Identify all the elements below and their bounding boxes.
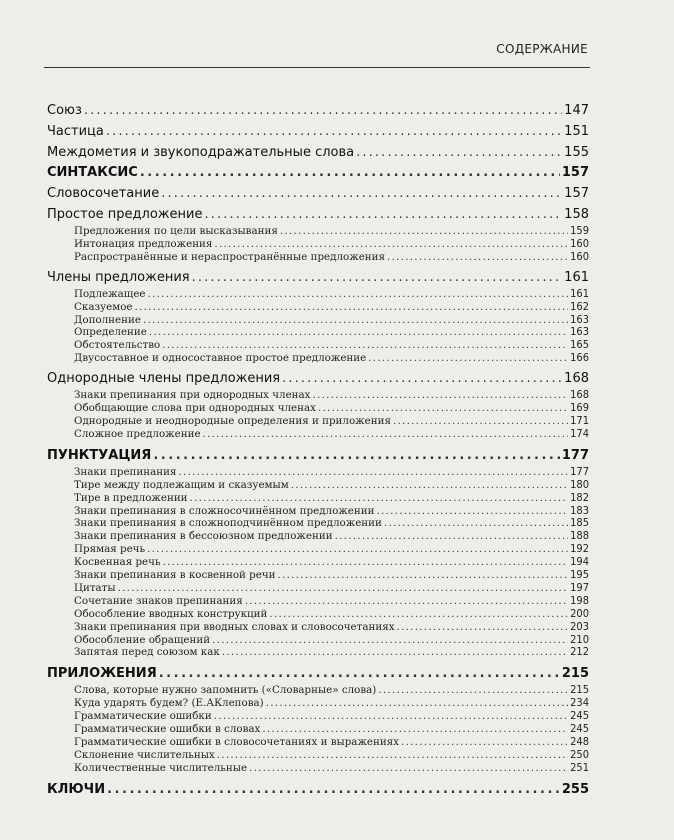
toc-entry-title: Простое предложение: [47, 207, 203, 222]
toc-entry-title: Обобщающие слова при однородных членах: [74, 402, 316, 415]
toc-entry-title: Знаки препинания при однородных членах: [74, 389, 311, 402]
dot-leader: [84, 100, 562, 121]
toc-page-number: 165: [570, 339, 589, 352]
toc-entry-title: Интонация предложения: [74, 237, 213, 250]
toc-entry-title: Обособление вводных конструкций: [74, 607, 268, 620]
toc-subentry[interactable]: [47, 582, 589, 595]
toc-section-heading[interactable]: [47, 664, 589, 684]
dot-leader: [393, 415, 568, 428]
toc-subentry[interactable]: [47, 301, 589, 314]
toc-entry[interactable]: [47, 121, 589, 142]
toc-page-number: 160: [570, 250, 589, 263]
dot-leader: [135, 301, 569, 314]
toc-entry-title: Знаки препинания в бессоюзном предложении: [74, 530, 333, 543]
toc-entry-title: Определение: [74, 326, 147, 339]
dot-leader: [162, 339, 568, 352]
toc-page-number: 197: [570, 581, 589, 594]
toc-page-number: 185: [570, 517, 589, 530]
toc-entry-title: ПРИЛОЖЕНИЯ: [47, 666, 157, 682]
toc-page-number: 161: [570, 287, 589, 300]
toc-subentry[interactable]: [47, 517, 589, 530]
toc-subentry[interactable]: [47, 697, 589, 710]
dot-leader: [163, 556, 569, 569]
toc-page-number: 215: [561, 666, 589, 682]
toc-entry-title: Распространённые и нераспространённые предложения: [74, 250, 386, 263]
toc-subentry[interactable]: [47, 646, 589, 659]
toc-entry-title: Цитаты: [74, 581, 116, 594]
toc-entry-title: КЛЮЧИ: [47, 781, 106, 797]
header-rule: [44, 67, 590, 68]
toc-subentry[interactable]: [47, 762, 589, 775]
toc-entry-title: Знаки препинания в сложносочинённом предложении: [74, 504, 375, 517]
toc-subentry[interactable]: [47, 530, 589, 543]
dot-leader: [192, 267, 563, 288]
toc-entry-title: Грамматические ошибки: [74, 710, 212, 723]
dot-leader: [269, 608, 568, 621]
toc-page-number: 151: [564, 124, 589, 139]
toc-page-number: 160: [570, 237, 589, 250]
toc-subentry[interactable]: [47, 314, 589, 327]
dot-leader: [401, 736, 568, 749]
toc-entry[interactable]: [47, 368, 589, 389]
dot-leader: [397, 621, 569, 634]
toc-subentry[interactable]: [47, 749, 589, 762]
toc-entry-title: Прямая речь: [74, 543, 146, 556]
dot-leader: [262, 723, 568, 736]
dot-leader: [318, 402, 568, 415]
toc-entry-title: Частица: [47, 124, 104, 139]
toc-page-number: 195: [570, 569, 589, 582]
toc-subentry[interactable]: [47, 634, 589, 647]
toc-page-number: 180: [570, 478, 589, 491]
dot-leader: [335, 530, 569, 543]
toc-page-number: 159: [570, 225, 589, 237]
toc-entry-title: Тире между подлежащим и сказуемым: [74, 478, 289, 491]
toc-page-number: 162: [570, 300, 589, 313]
toc-subentry[interactable]: [47, 736, 589, 749]
toc-page-number: 157: [561, 165, 589, 180]
dot-leader: [106, 121, 562, 142]
toc-subentry[interactable]: [47, 569, 589, 582]
toc-subentry[interactable]: [47, 415, 589, 428]
table-of-contents: [47, 100, 589, 800]
dot-leader: [161, 183, 562, 204]
toc-subentry[interactable]: [47, 543, 589, 556]
toc-subentry[interactable]: [47, 595, 589, 608]
toc-page-number: 215: [570, 684, 589, 697]
toc-page-number: 161: [564, 269, 589, 285]
toc-page-number: 168: [570, 389, 589, 402]
toc-subentry[interactable]: [47, 288, 589, 301]
toc-entry[interactable]: [47, 204, 589, 225]
toc-page-number: 163: [570, 313, 589, 326]
toc-subentry[interactable]: [47, 608, 589, 621]
dot-leader: [217, 749, 568, 762]
toc-page-number: 255: [561, 781, 589, 797]
toc-entry-title: Обстоятельство: [74, 339, 161, 352]
toc-entry-title: Грамматические ошибки в словосочетаниях и выражениях: [74, 736, 400, 748]
toc-entry-title: Знаки препинания: [74, 465, 177, 478]
toc-page-number: 234: [570, 697, 589, 710]
toc-entry-title: Сказуемое: [74, 300, 133, 313]
dot-leader: [278, 569, 569, 582]
toc-subentry[interactable]: [47, 326, 589, 339]
toc-entry-title: Куда ударять будем? (Е.АКлепова): [74, 697, 264, 710]
toc-subentry[interactable]: [47, 466, 589, 479]
toc-subentry[interactable]: [47, 251, 589, 264]
toc-entry-title: Грамматические ошибки в словах: [74, 723, 261, 736]
dot-leader: [282, 368, 562, 389]
toc-subentry[interactable]: [47, 402, 589, 415]
dot-leader: [214, 710, 568, 723]
dot-leader: [212, 634, 568, 647]
toc-page-number: 251: [570, 761, 589, 774]
toc-entry-title: Двусоставное и односоставное простое предложение: [74, 352, 367, 365]
toc-entry-title: Сложное предложение: [74, 427, 201, 440]
toc-entry-title: Подлежащее: [74, 287, 146, 300]
toc-page-number: 169: [570, 402, 589, 415]
toc-subentry[interactable]: [47, 492, 589, 505]
toc-entry-title: Сочетание знаков препинания: [74, 594, 243, 607]
toc-entry-title: Знаки препинания в сложноподчинённом предложении: [74, 517, 382, 530]
dot-leader: [249, 762, 568, 775]
toc-page-number: 147: [564, 103, 589, 118]
toc-page-number: 171: [570, 414, 589, 427]
dot-leader: [280, 225, 568, 238]
toc-page-number: 155: [564, 145, 589, 160]
dot-leader: [148, 288, 569, 301]
toc-page-number: 188: [570, 530, 589, 543]
toc-entry-title: Однородные и неоднородные определения и приложения: [74, 414, 391, 427]
dot-leader: [222, 646, 568, 659]
toc-page-number: 157: [564, 186, 589, 201]
dot-leader: [266, 697, 568, 710]
toc-entry-title: Члены предложения: [47, 269, 190, 285]
toc-entry[interactable]: [47, 183, 589, 204]
toc-page-number: 168: [564, 371, 589, 387]
toc-page-number: 212: [570, 646, 589, 659]
dot-leader: [291, 479, 568, 492]
dot-leader: [384, 517, 568, 530]
toc-page-number: 245: [570, 710, 589, 723]
dot-leader: [118, 582, 569, 595]
toc-subentry[interactable]: [47, 428, 589, 441]
dot-leader: [376, 505, 568, 518]
running-title: СОДЕРЖАНИЕ: [496, 42, 588, 56]
toc-entry[interactable]: [47, 142, 589, 163]
dot-leader: [190, 492, 569, 505]
toc-page-number: 200: [570, 607, 589, 620]
toc-page-number: 183: [570, 504, 589, 517]
dot-leader: [149, 326, 568, 339]
dot-leader: [378, 684, 568, 697]
toc-subentry[interactable]: [47, 225, 589, 238]
toc-page-number: 203: [570, 620, 589, 633]
toc-entry-title: Знаки препинания при вводных словах и словосочетаниях: [74, 620, 395, 633]
toc-subentry[interactable]: [47, 556, 589, 569]
toc-entry-title: Слова, которые нужно запомнить («Словарные» слова): [74, 684, 377, 697]
toc-entry-title: Косвенная речь: [74, 556, 161, 569]
toc-page-number: 192: [570, 543, 589, 556]
toc-subentry[interactable]: [47, 339, 589, 352]
dot-leader: [214, 238, 568, 251]
toc-subentry[interactable]: [47, 389, 589, 402]
toc-page-number: 250: [570, 748, 589, 761]
toc-entry[interactable]: [47, 100, 589, 121]
toc-subentry[interactable]: [47, 710, 589, 723]
toc-page-number: 177: [570, 465, 589, 478]
toc-section-heading[interactable]: [47, 163, 589, 183]
dot-leader: [147, 543, 568, 556]
dot-leader: [356, 142, 562, 163]
toc-entry-title: Знаки препинания в косвенной речи: [74, 569, 276, 582]
toc-subentry[interactable]: [47, 505, 589, 518]
dot-leader: [107, 780, 560, 800]
dot-leader: [179, 466, 569, 479]
dot-leader: [245, 595, 568, 608]
toc-subentry[interactable]: [47, 684, 589, 697]
toc-entry-title: Количественные числительные: [74, 761, 248, 774]
dot-leader: [153, 446, 560, 466]
toc-entry-title: ПУНКТУАЦИЯ: [47, 447, 152, 463]
dot-leader: [368, 352, 568, 365]
dot-leader: [312, 389, 568, 402]
dot-leader: [387, 251, 568, 264]
toc-page-number: 163: [570, 326, 589, 339]
dot-leader: [204, 204, 562, 225]
toc-page-number: 158: [564, 207, 589, 222]
toc-page-number: 248: [570, 736, 589, 748]
toc-entry-title: Однородные члены предложения: [47, 371, 281, 387]
toc-entry-title: Дополнение: [74, 313, 141, 326]
toc-subentry[interactable]: [47, 621, 589, 634]
dot-leader: [159, 664, 560, 684]
toc-page-number: 210: [570, 633, 589, 646]
toc-entry-title: Предложения по цели высказывания: [74, 225, 278, 237]
toc-page-number: 182: [570, 491, 589, 504]
toc-subentry[interactable]: [47, 238, 589, 251]
toc-entry-title: Обособление обращений: [74, 633, 211, 646]
toc-entry-title: Междометия и звукоподражательные слова: [47, 145, 355, 160]
dot-leader: [140, 163, 560, 183]
toc-subentry[interactable]: [47, 479, 589, 492]
dot-leader: [143, 314, 568, 327]
toc-page-number: 174: [570, 427, 589, 440]
toc-subentry[interactable]: [47, 352, 589, 365]
toc-entry-title: Склонение числительных: [74, 748, 215, 761]
toc-page-number: 194: [570, 556, 589, 569]
toc-section-heading[interactable]: [47, 780, 589, 800]
toc-page-number: 166: [570, 352, 589, 365]
toc-section-heading[interactable]: [47, 446, 589, 466]
toc-page-number: 177: [561, 447, 589, 463]
toc-entry-title: Словосочетание: [47, 186, 160, 201]
dot-leader: [203, 428, 569, 441]
toc-entry-title: Тире в предложении: [74, 491, 188, 504]
toc-entry-title: Запятая перед союзом как: [74, 646, 220, 659]
toc-entry[interactable]: [47, 267, 589, 288]
toc-entry-title: СИНТАКСИС: [47, 165, 138, 180]
toc-page-number: 198: [570, 594, 589, 607]
toc-page-number: 245: [570, 723, 589, 736]
toc-subentry[interactable]: [47, 723, 589, 736]
toc-entry-title: Союз: [47, 103, 82, 118]
